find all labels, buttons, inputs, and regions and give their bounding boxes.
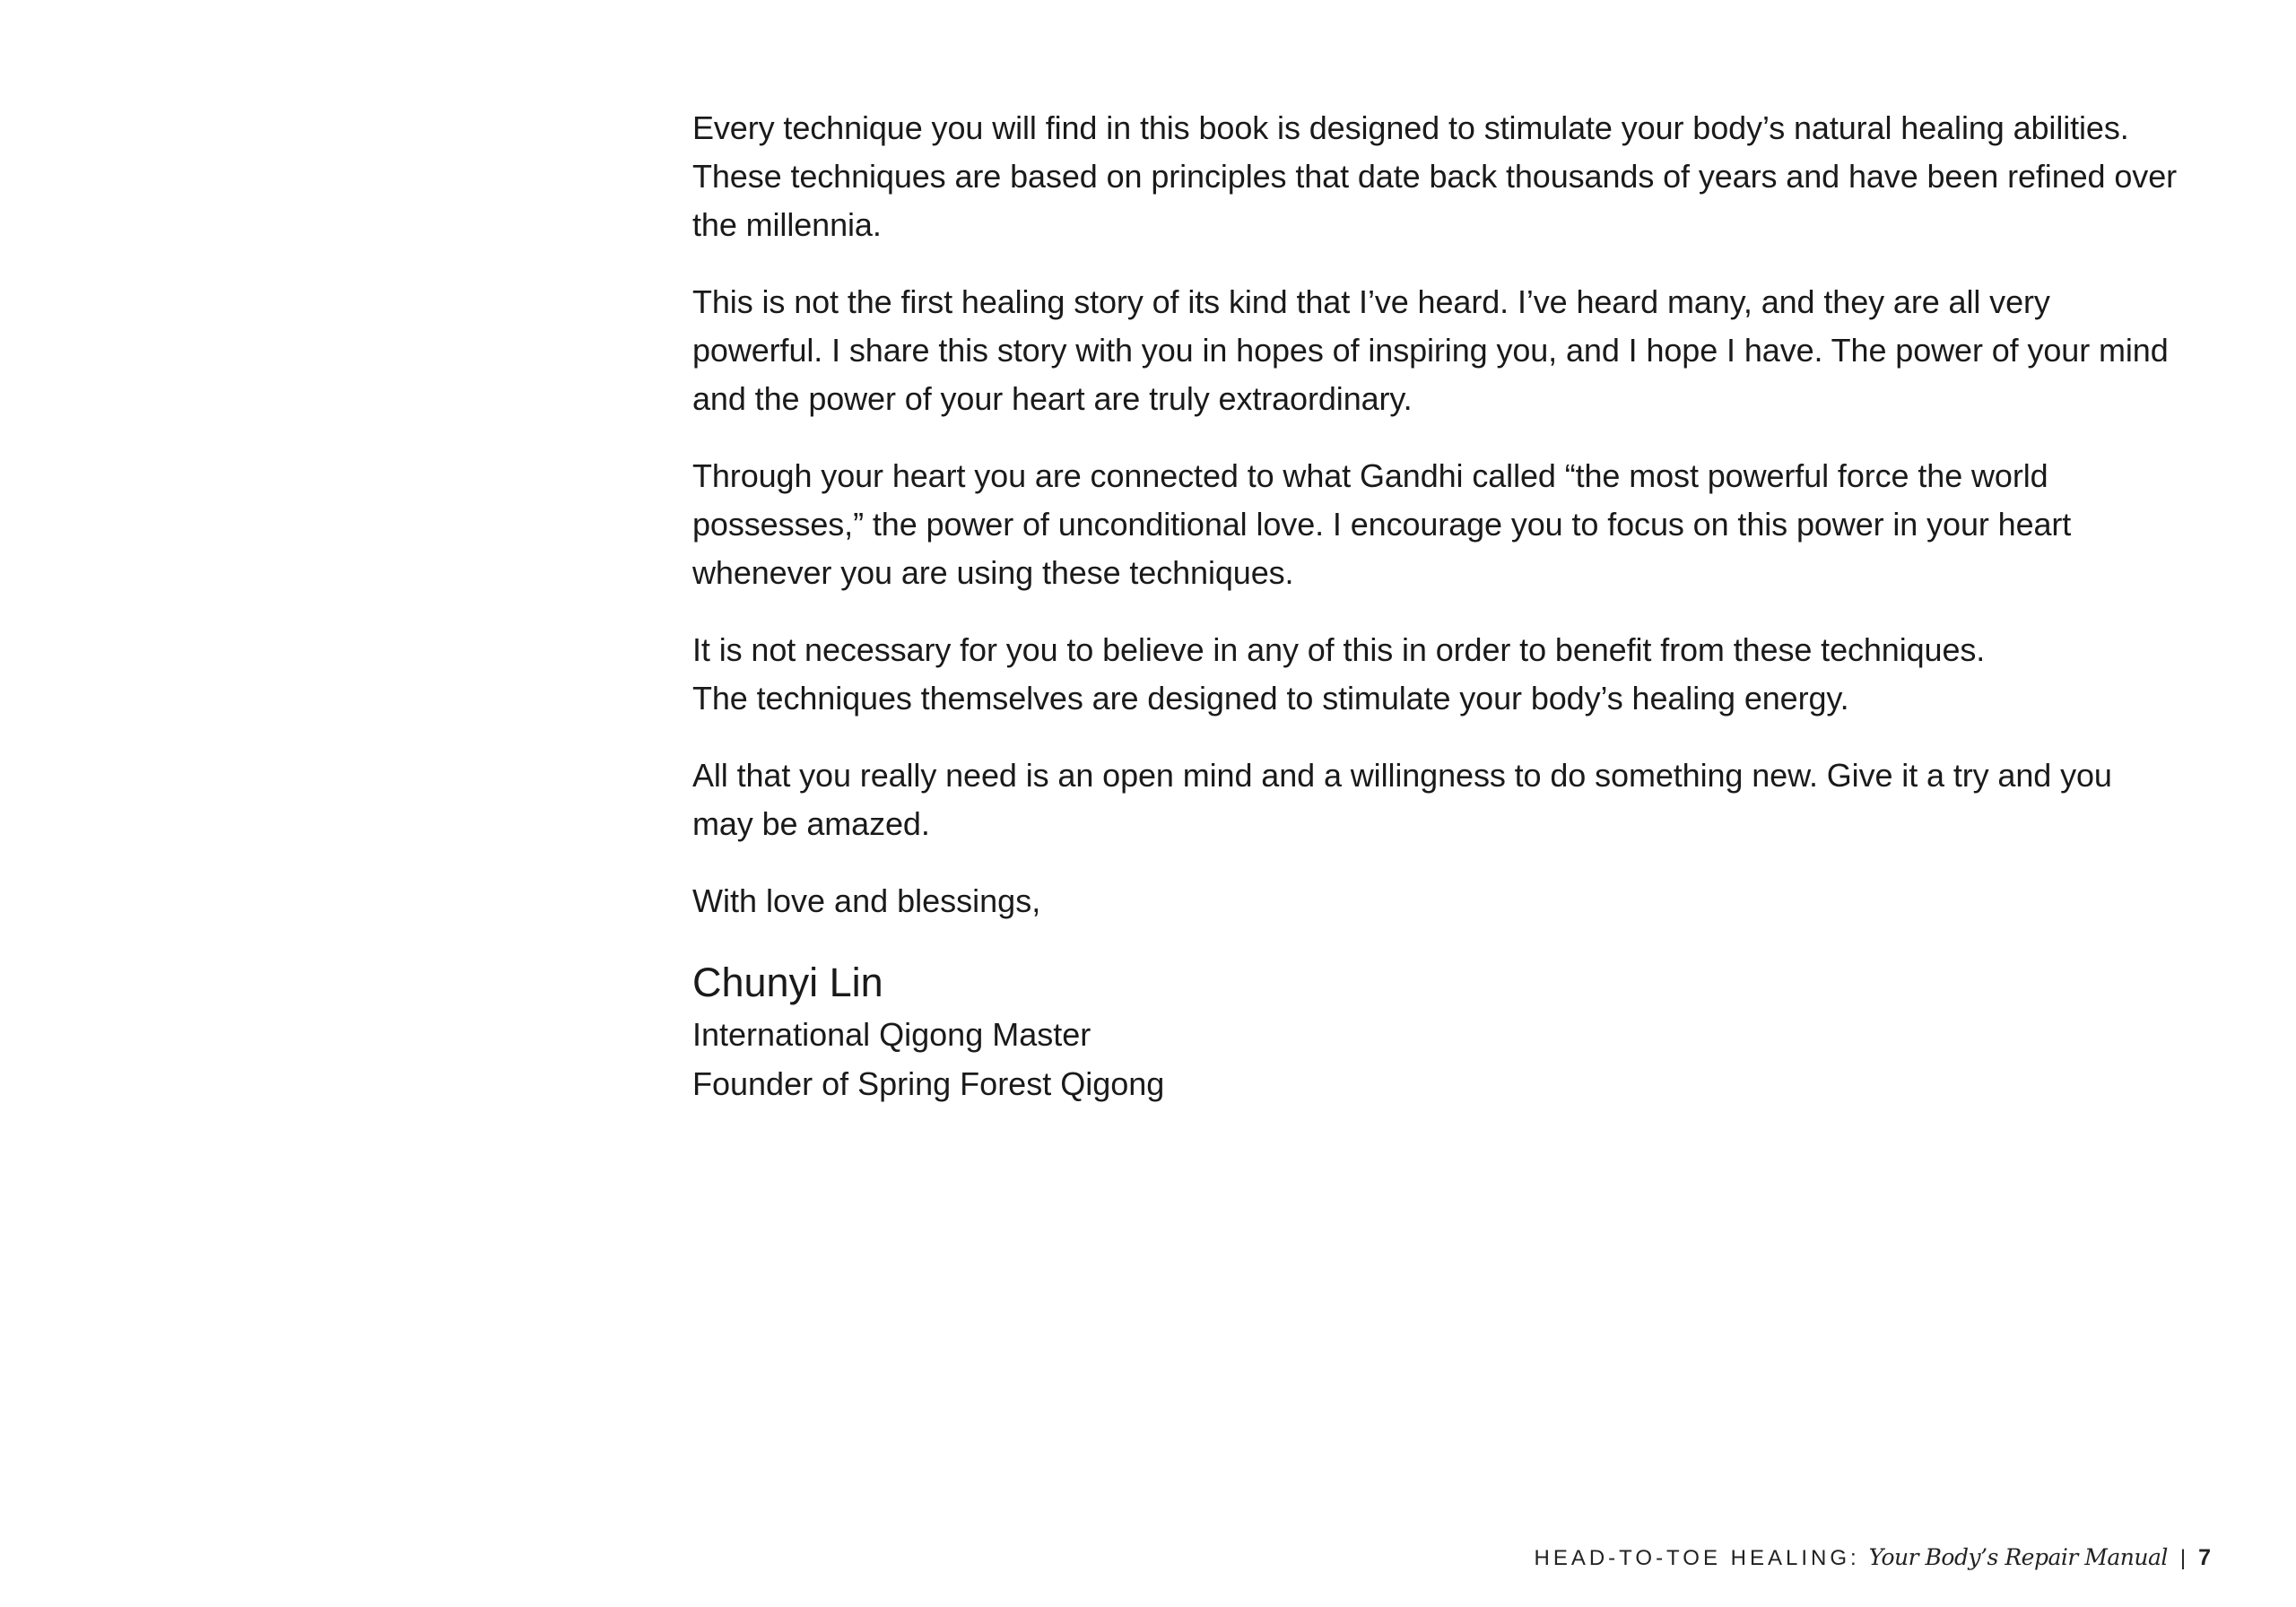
- paragraph-line: The techniques themselves are designed to stimulate your body’s healing energy.: [692, 680, 1849, 717]
- footer-book-subtitle: Your Body’s Repair Manual: [1868, 1544, 2168, 1570]
- paragraph-line: Every technique you will find in this book is designed to stimulate your body’s natural healing abilities.: [692, 109, 2129, 146]
- paragraph-line: may be amazed.: [692, 805, 930, 842]
- paragraph-line: whenever you are using these techniques.: [692, 554, 1294, 591]
- page-number: 7: [2198, 1545, 2211, 1570]
- paragraph-4: [692, 626, 2217, 723]
- paragraph-line: and the power of your heart are truly extraordinary.: [692, 380, 1413, 417]
- paragraph-line: the millennia.: [692, 206, 882, 243]
- footer-book-title: HEAD-TO-TOE HEALING:: [1534, 1546, 1860, 1570]
- signature-affiliation: Founder of Spring Forest Qigong: [692, 1065, 1165, 1102]
- signature-name: Chunyi Lin: [692, 960, 883, 1005]
- signature-title: International Qigong Master: [692, 1016, 1091, 1053]
- paragraph-line: It is not necessary for you to believe in any of this in order to benefit from these techniques.: [692, 631, 1986, 668]
- paragraph-5: [692, 751, 2217, 848]
- paragraph-2: [692, 278, 2217, 423]
- paragraph-1: [692, 104, 2217, 249]
- paragraph-line: All that you really need is an open mind and a willingness to do something new. Give it a try and you: [692, 757, 2112, 794]
- paragraph-line: Through your heart you are connected to what Gandhi called “the most powerful force the world: [692, 457, 2048, 494]
- footer-separator: |: [2179, 1546, 2187, 1570]
- paragraph-line: powerful. I share this story with you in hopes of inspiring you, and I hope I have. The power of your mind: [692, 332, 2169, 369]
- paragraph-line: This is not the first healing story of its kind that I’ve heard. I’ve heard many, and they are all very: [692, 283, 2050, 320]
- page-footer: [1535, 1544, 2212, 1580]
- main-content: [692, 104, 2217, 1108]
- signature-block: [692, 956, 2217, 1108]
- paragraph-line: possesses,” the power of unconditional love. I encourage you to focus on this power in your heart: [692, 506, 2072, 543]
- paragraph-3: [692, 452, 2217, 597]
- paragraph-line: These techniques are based on principles that date back thousands of years and have been refined over: [692, 158, 2178, 195]
- closing-salutation: With love and blessings,: [692, 882, 1041, 919]
